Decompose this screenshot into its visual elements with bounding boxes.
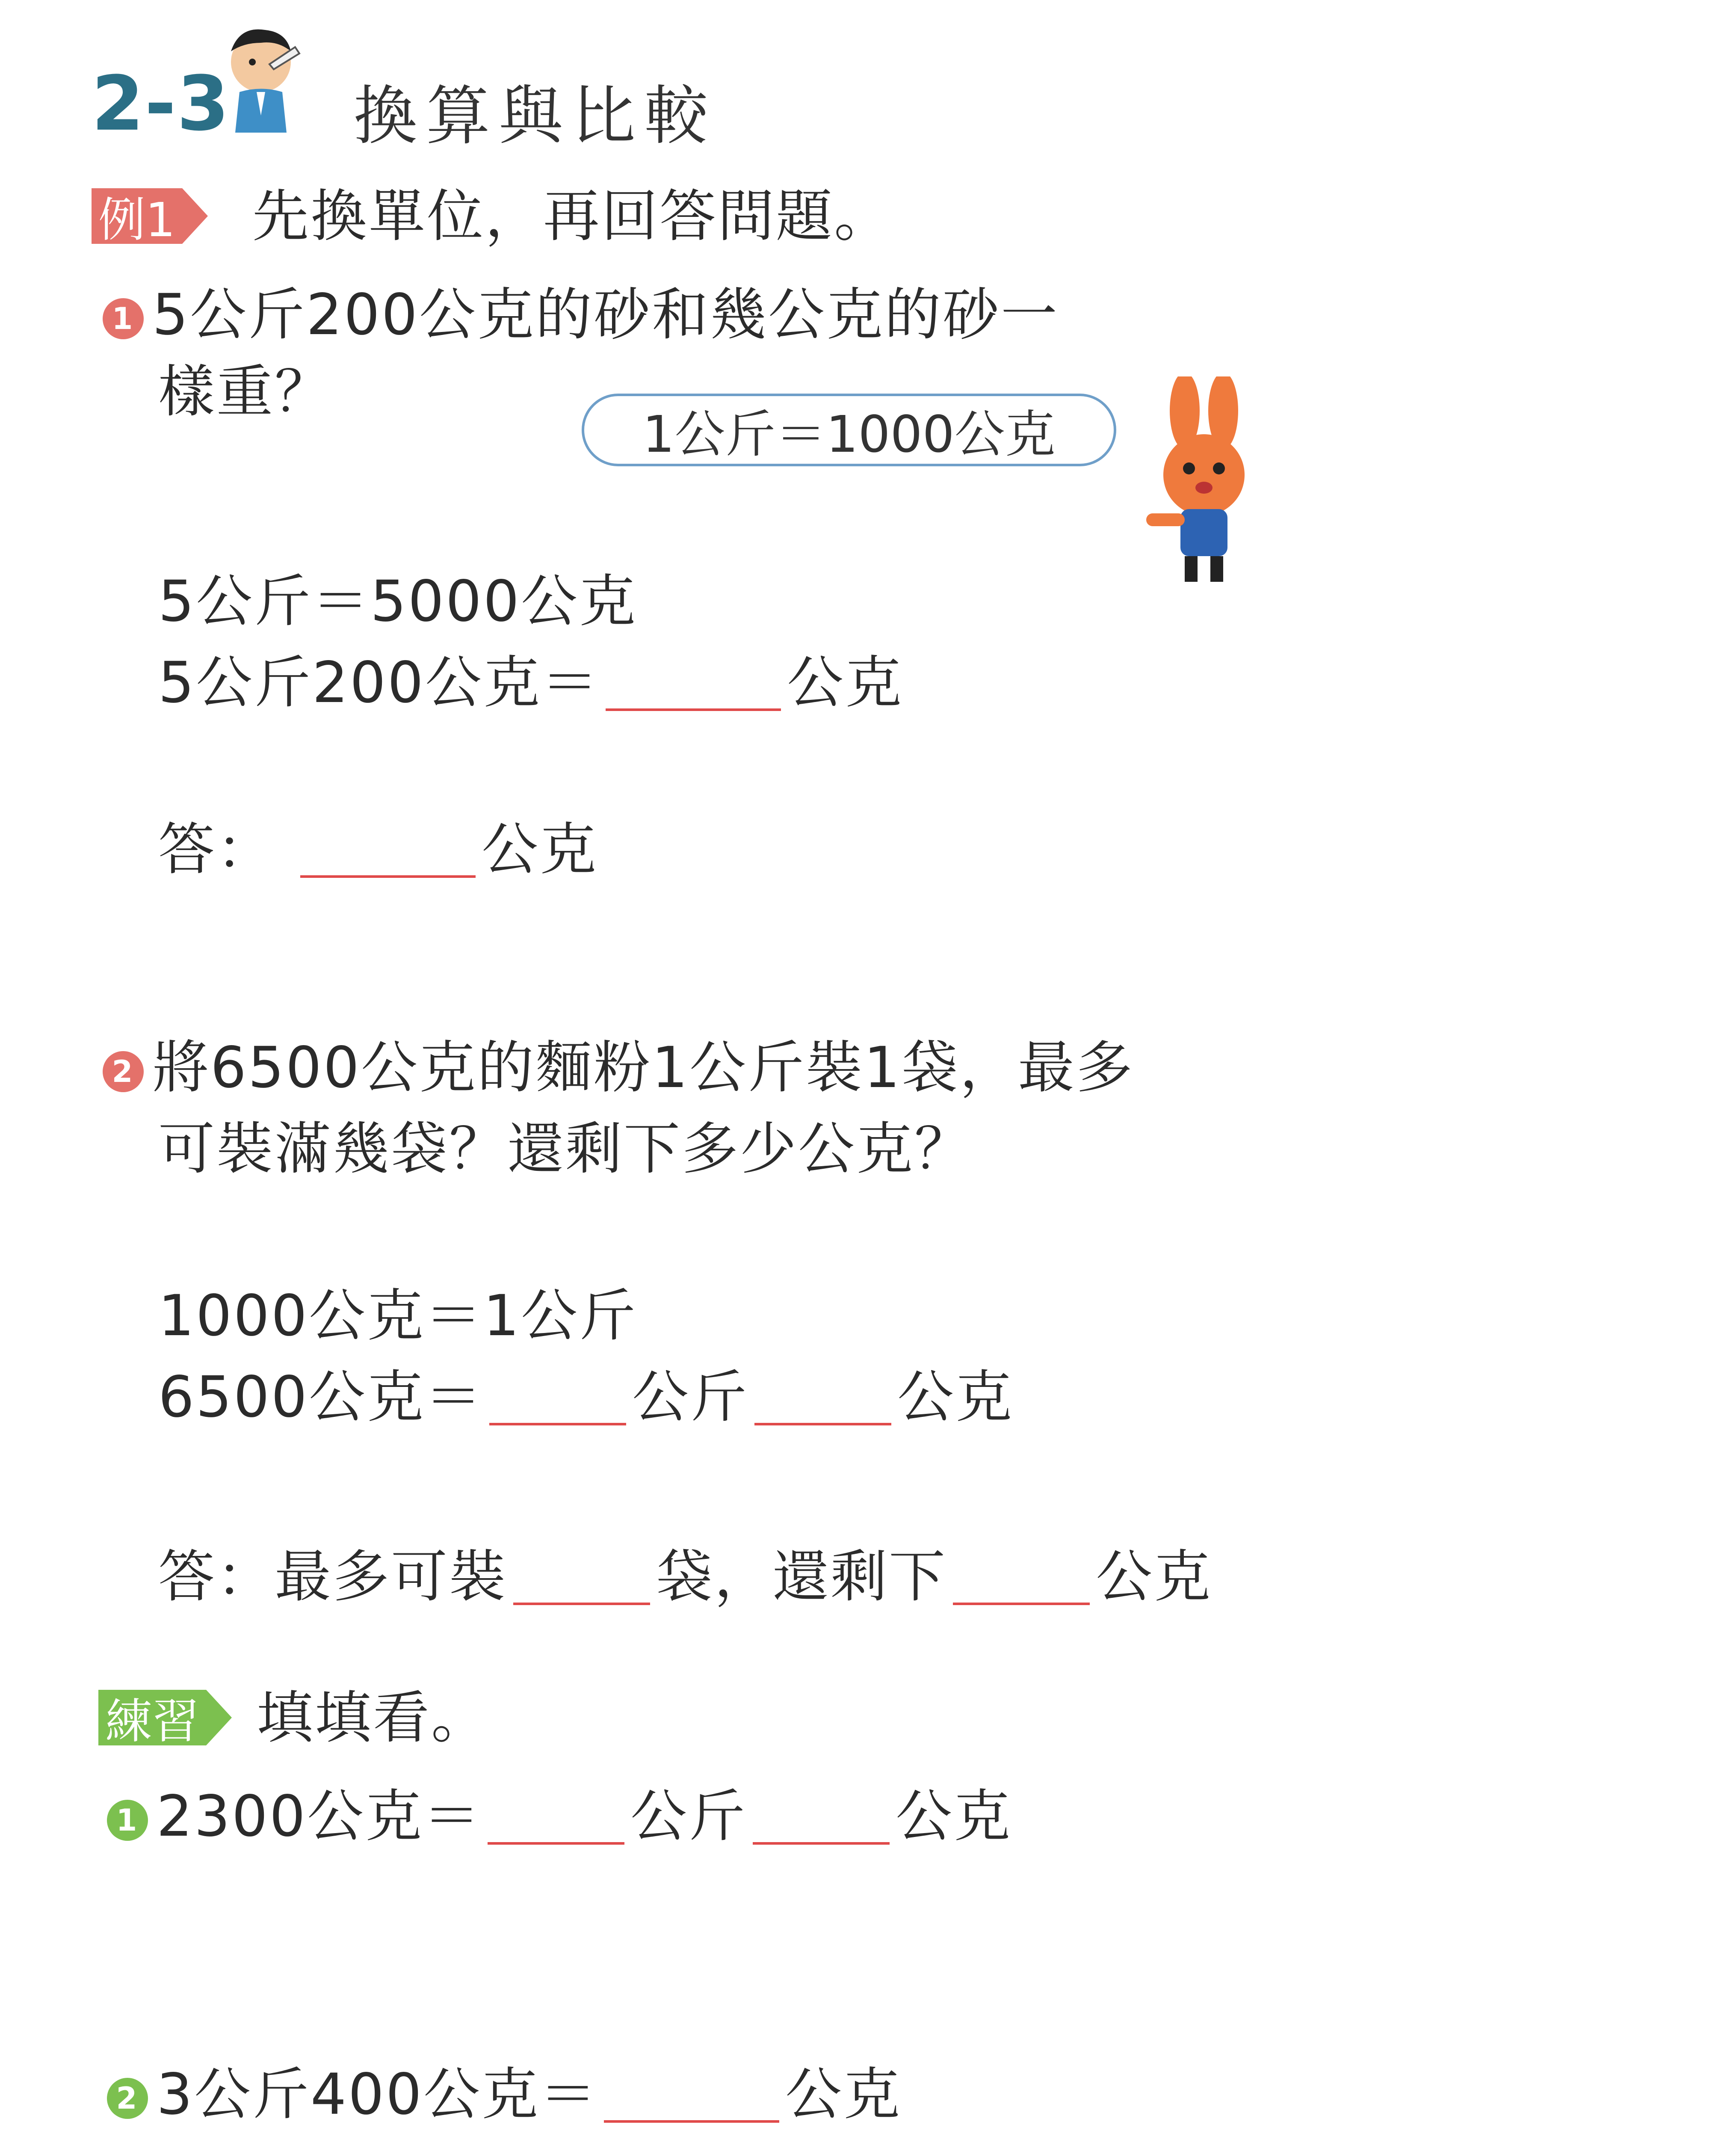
q2-step1: 1000公克＝1公斤 [158, 1283, 637, 1349]
q1-answer-blank[interactable] [300, 867, 476, 878]
q1-step2 [158, 650, 903, 716]
q2-step2-unit2: 公克 [897, 1364, 1014, 1430]
q1-step2-left: 5公斤200公克＝ [158, 650, 600, 716]
practice-tag [98, 1690, 232, 1749]
practice-tag-label: 練習 [98, 1690, 206, 1745]
practice-2-unit1: 公克 [785, 2062, 902, 2127]
practice-1-unit2: 公克 [895, 1783, 1012, 1849]
section-title: 換算與比較 [353, 79, 717, 154]
practice-1-unit1: 公斤 [630, 1783, 747, 1849]
q1-answer [158, 817, 598, 883]
q2-step2-unit1: 公斤 [632, 1364, 748, 1430]
q1-step2-blank[interactable] [606, 700, 781, 711]
q1-text-line1 [103, 282, 1059, 348]
q2-answer-mid: 袋，還剩下 [656, 1544, 947, 1610]
q2-step2-blank1[interactable] [489, 1414, 626, 1425]
q2-answer-blank2[interactable] [953, 1594, 1090, 1605]
practice-2-blank[interactable] [604, 2112, 779, 2123]
rabbit-illustration [1129, 376, 1270, 590]
practice-instruction: 填填看。 [257, 1685, 489, 1751]
practice-1-left: 2300公克＝ [157, 1783, 482, 1849]
practice-1-blank2[interactable] [753, 1834, 890, 1845]
q2-step2-blank2[interactable] [754, 1414, 891, 1425]
q2-answer [158, 1544, 1212, 1610]
q2-step2 [158, 1364, 1014, 1430]
q1-answer-unit: 公克 [482, 817, 598, 883]
q2-answer-blank1[interactable] [513, 1594, 650, 1605]
q2-answer-unit: 公克 [1096, 1544, 1212, 1610]
example-tag [92, 188, 208, 247]
conversion-bubble [582, 394, 1116, 466]
q1-step1: 5公斤＝5000公克 [158, 569, 637, 634]
practice-item-1 [107, 1783, 1012, 1849]
q1-number-badge: 1 [103, 298, 144, 339]
q2-text-line2: 可裝滿幾袋？還剩下多少公克？ [158, 1116, 973, 1182]
practice-2-left: 3公斤400公克＝ [157, 2062, 598, 2127]
q2-answer-label: 答：最多可裝 [158, 1544, 507, 1610]
section-number: 2-3 [92, 60, 230, 148]
practice-item-2 [107, 2062, 902, 2127]
q2-question: 將6500公克的麵粉1公斤裝1袋，最多 [152, 1035, 1134, 1101]
practice-1-badge: 1 [107, 1800, 148, 1841]
q1-answer-label: 答： [158, 817, 275, 883]
student-illustration [214, 21, 321, 137]
practice-2-badge: 2 [107, 2078, 148, 2119]
q2-text-line1 [103, 1035, 1134, 1101]
q1-question: 5公斤200公克的砂和幾公克的砂一 [152, 282, 1059, 348]
q2-step2-left: 6500公克＝ [158, 1364, 483, 1430]
q2-number-badge: 2 [103, 1051, 144, 1092]
q1-step2-unit: 公克 [787, 650, 903, 716]
example-instruction: 先換單位，再回答問題。 [252, 184, 892, 249]
example-tag-label: 例1 [92, 188, 182, 244]
q1-text-line2: 樣重？ [158, 359, 333, 425]
bubble-text: 1公斤＝1000公克 [642, 405, 1056, 464]
practice-1-blank1[interactable] [488, 1834, 624, 1845]
